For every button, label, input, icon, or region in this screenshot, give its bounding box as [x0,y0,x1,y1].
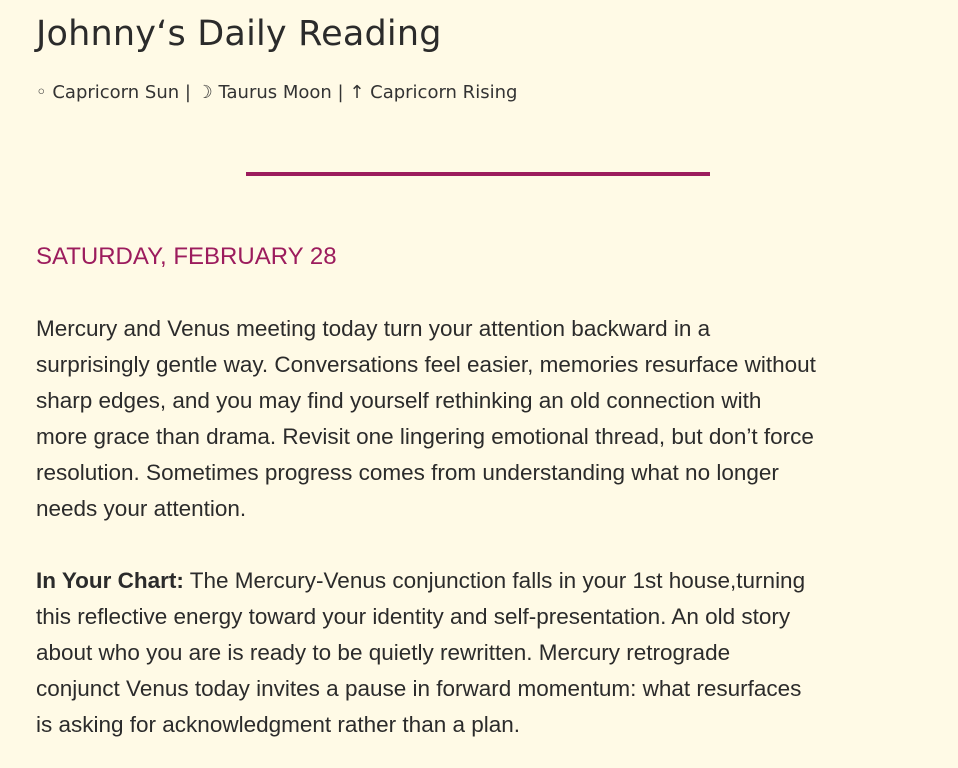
reading-line: resolution. Sometimes progress comes from understanding what no longer [36,460,779,485]
reading-line: surprisingly gentle way. Conversations feel easier, memories resurface without [36,352,816,377]
section-divider [246,172,710,176]
astro-signs-line: ◦ Capricorn Sun | ☽ Taurus Moon | ↑ Capricorn Rising [36,82,518,103]
chart-line: about who you are is ready to be quietly rewritten. Mercury retrograde [36,640,731,665]
chart-label: In Your Chart: [36,568,184,593]
chart-paragraph [36,563,936,743]
chart-line: this reflective energy toward your identity and self-presentation. An old story [36,604,791,629]
reading-line: needs your attention. [36,496,247,521]
page-title: Johnny‘s Daily Reading [36,14,442,54]
chart-line: is asking for acknowledgment rather than a plan. [36,712,521,737]
reading-date: SATURDAY, FEBRUARY 28 [36,243,337,270]
reading-line: Mercury and Venus meeting today turn your attention backward in a [36,316,711,341]
chart-line: The Mercury-Venus conjunction falls in your 1st house,turning [183,568,806,593]
reading-line: more grace than drama. Revisit one lingering emotional thread, but don’t force [36,424,814,449]
chart-first-line [36,563,936,599]
reading-line: sharp edges, and you may find yourself rethinking an old connection with [36,388,762,413]
chart-line: conjunct Venus today invites a pause in forward momentum: what resurfaces [36,676,802,701]
reading-paragraph [36,311,936,527]
